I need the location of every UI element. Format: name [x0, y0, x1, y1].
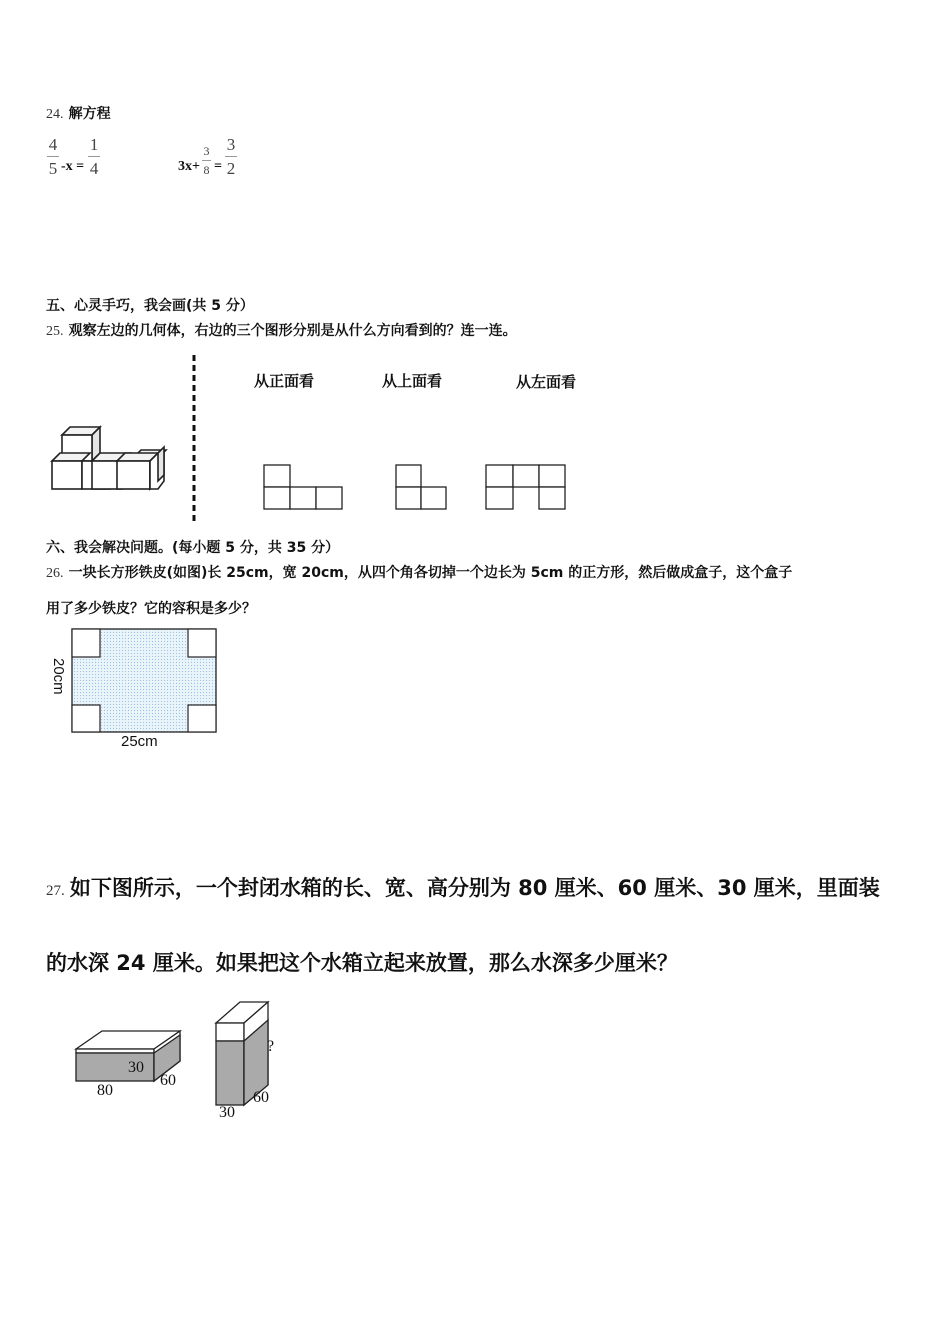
tank2-question-label: ? — [267, 1038, 275, 1055]
q24-number: 24. — [46, 107, 64, 122]
section-5-heading: 五、心灵手巧，我会画(共 5 分） — [46, 298, 254, 314]
q25-number: 25. — [46, 324, 64, 339]
equation-text: -x = — [61, 159, 85, 174]
q25-text: 观察左边的几何体，右边的三个图形分别是从什么方向看到的？连一连。 — [68, 323, 517, 339]
view-label-front: 从正面看 — [254, 372, 315, 390]
section-6-heading: 六、我会解决问题。(每小题 5 分，共 35 分） — [46, 540, 340, 556]
tank2-water — [216, 1041, 244, 1105]
tank2-width-label: 60 — [253, 1089, 269, 1106]
fraction: $\frac{3}{8}$ — [203, 144, 210, 177]
q26-line-2: 用了多少铁皮？它的容积是多少？ — [46, 601, 256, 617]
tank1-height-label: 30 — [128, 1059, 144, 1076]
view-label-top: 从上面看 — [382, 372, 443, 390]
equation-text: = — [213, 159, 222, 174]
q25-question — [46, 320, 517, 340]
width-label: 20cm — [50, 658, 67, 695]
tank1-width-label: 60 — [160, 1072, 176, 1089]
length-label: 25cm — [121, 733, 158, 750]
cube-solid — [52, 427, 166, 489]
tank2-length-label: 30 — [219, 1104, 235, 1121]
equation-text: 3x+ — [178, 159, 200, 174]
q24-header — [46, 103, 111, 123]
q27-line-2: 的水深 24 厘米。如果把这个水箱立起来放置，那么水深多少厘米？ — [46, 951, 678, 975]
q27-question — [46, 872, 880, 902]
q26-number: 26. — [46, 566, 64, 581]
q27-line-1: 如下图所示，一个封闭水箱的长、宽、高分别为 80 厘米、60 厘米、30 厘米，里面装 — [69, 876, 880, 900]
view-shape-front — [264, 465, 342, 509]
q26-line-1: 一块长方形铁皮(如图)长 25cm，宽 20cm，从四个角各切掉一个边长为 5cm 的正方形，然后做成盒子，这个盒子 — [68, 565, 793, 581]
q27-number: 27. — [46, 883, 65, 899]
view-shape-left — [486, 465, 565, 509]
fraction: $\frac{4}{5}$ — [48, 135, 58, 178]
q24-title: 解方程 — [68, 106, 111, 122]
q26-question — [46, 562, 926, 582]
q24-equation-1 — [47, 136, 100, 177]
view-label-left: 从左面看 — [516, 373, 577, 391]
view-shape-top — [396, 465, 446, 509]
fraction: $\frac{3}{2}$ — [226, 135, 236, 178]
fraction: $\frac{1}{4}$ — [89, 135, 99, 178]
q24-equation-2 — [178, 136, 237, 177]
tank1-length-label: 80 — [97, 1082, 113, 1099]
